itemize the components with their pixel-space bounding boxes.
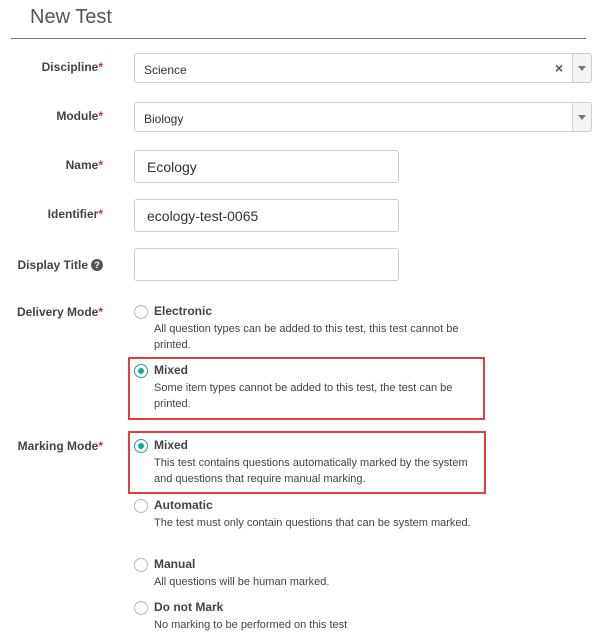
- chevron-down-icon[interactable]: [572, 103, 591, 131]
- name-value: Ecology: [147, 159, 197, 175]
- identifier-value: ecology-test-0065: [147, 208, 259, 224]
- display-title-label: Display Title ?: [18, 258, 103, 272]
- radio-button[interactable]: [134, 601, 148, 615]
- question-circle-icon[interactable]: ?: [91, 259, 103, 271]
- identifier-field[interactable]: [134, 199, 399, 232]
- option-title: Manual: [154, 557, 196, 571]
- option-description: No marking to be performed on this test: [154, 619, 348, 631]
- module-select[interactable]: [134, 102, 592, 132]
- name-label: Name*: [65, 158, 103, 172]
- radio-button[interactable]: [134, 305, 148, 319]
- page-title: New Test: [30, 6, 112, 28]
- option-description: The test must only contain questions that can be system marked.: [154, 517, 471, 529]
- option-description: Some item types cannot be added to this test, the test can be printed.: [154, 382, 453, 410]
- radio-button[interactable]: [134, 364, 148, 378]
- discipline-value: Science: [144, 63, 187, 77]
- marking-mode-label: Marking Mode*: [17, 439, 103, 453]
- discipline-select[interactable]: [134, 53, 592, 83]
- identifier-label: Identifier*: [47, 207, 103, 221]
- option-description: This test contains questions automatically marked by the system and questions that require manual marking.: [154, 457, 468, 485]
- display-title-field[interactable]: [134, 248, 399, 281]
- delivery-mode-label: Delivery Mode*: [16, 305, 103, 319]
- clear-icon[interactable]: ×: [554, 60, 563, 76]
- discipline-label: Discipline*: [41, 60, 103, 74]
- module-label: Module*: [56, 109, 103, 123]
- option-description: All questions will be human marked.: [154, 576, 330, 588]
- option-description: All question types can be added to this test, this test cannot be printed.: [154, 323, 459, 351]
- option-title: Automatic: [154, 498, 213, 512]
- option-title: Mixed: [154, 363, 189, 377]
- title-divider: [11, 38, 586, 39]
- option-title: Do not Mark: [154, 600, 224, 614]
- radio-button[interactable]: [134, 558, 148, 572]
- module-value: Biology: [144, 112, 184, 126]
- radio-button[interactable]: [134, 499, 148, 513]
- name-field[interactable]: [134, 150, 399, 183]
- option-title: Electronic: [154, 304, 213, 318]
- chevron-down-icon[interactable]: [572, 54, 591, 82]
- option-title: Mixed: [154, 438, 189, 452]
- radio-button[interactable]: [134, 439, 148, 453]
